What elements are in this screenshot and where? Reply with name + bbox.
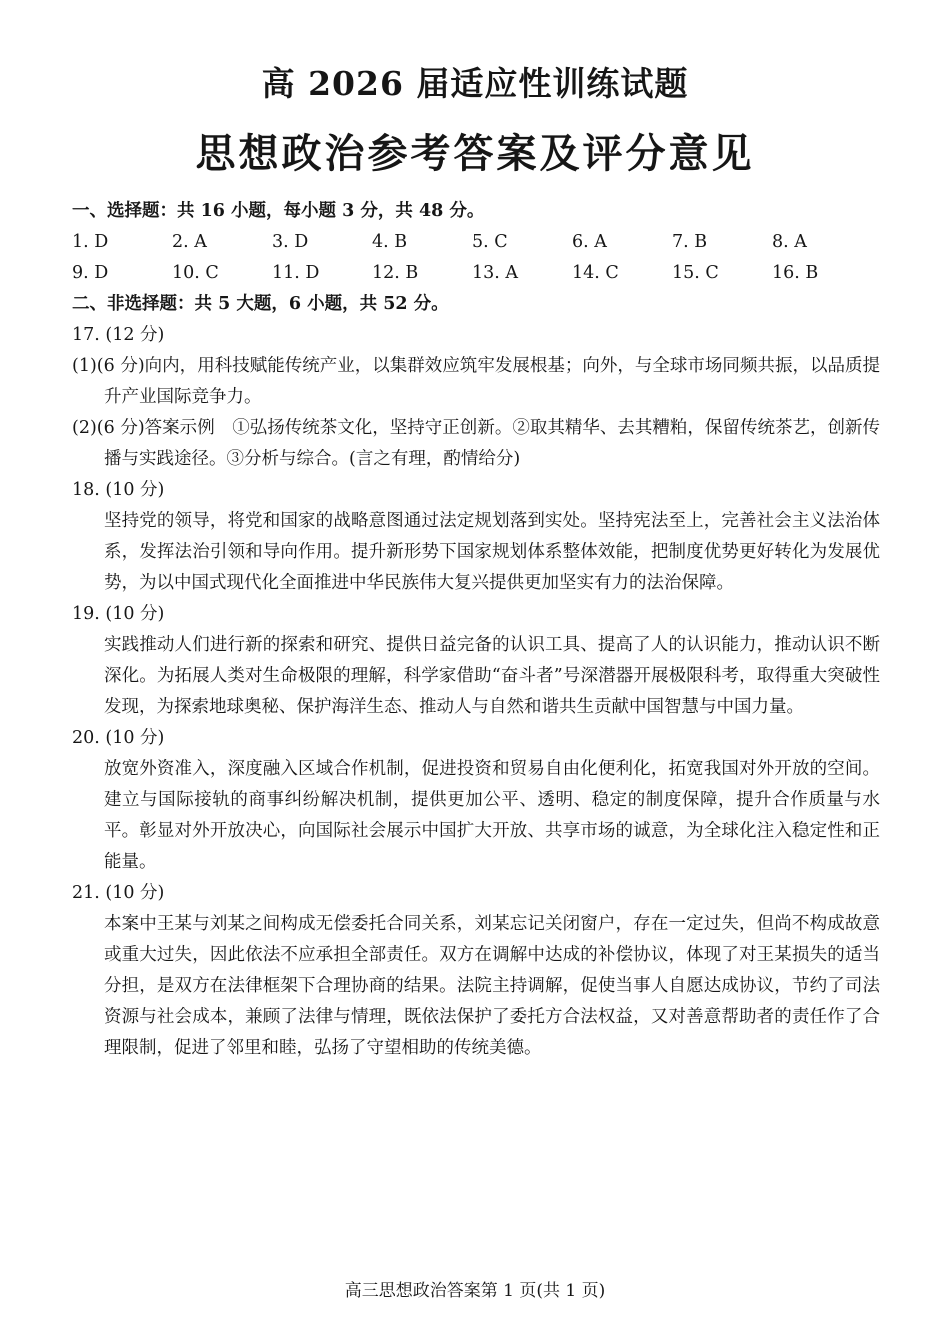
- question-20-answer: 放宽外资准入，深度融入区域合作机制，促进投资和贸易自由化便利化，拓宽我国对外开放的空间。建立与国际接轨的商事纠纷解决机制，提供更加公平、透明、稳定的制度保障，提升合作质量与水平。彰显对外开放决心，向国际社会展示中国扩大开放、共享市场的诚意，为全球化注入稳定性和正能量。: [104, 759, 880, 872]
- mcq-answer-row-2: [72, 258, 880, 289]
- mcq-answer-5: 5. C: [472, 232, 508, 252]
- mcq-answer-1: 1. D: [72, 232, 109, 252]
- exam-title: 高 2026 届适应性训练试题: [261, 64, 689, 103]
- mcq-answer-8: 8. A: [772, 232, 807, 252]
- mcq-answer-13: 13. A: [472, 263, 519, 283]
- page-footer: 高三思想政治答案第 1 页(共 1 页): [344, 1281, 606, 1301]
- section-2-heading: 二、非选择题：共 5 大题，6 小题，共 52 分。: [72, 294, 449, 314]
- mcq-answer-15: 15. C: [672, 263, 719, 283]
- section-1-heading: 一、选择题：共 16 小题，每小题 3 分，共 48 分。: [72, 201, 485, 221]
- question-18-heading: 18. (10 分): [72, 480, 165, 500]
- question-18-answer: 坚持党的领导，将党和国家的战略意图通过法定规划落到实处。坚持宪法至上，完善社会主义法治体系，发挥法治引领和导向作用。提升新形势下国家规划体系整体效能，把制度优势更好转化为发展优势，为以中国式现代化全面推进中华民族伟大复兴提供更加坚实有力的法治保障。: [104, 511, 880, 593]
- mcq-answer-12: 12. B: [372, 263, 419, 283]
- question-21-answer: 本案中王某与刘某之间构成无偿委托合同关系，刘某忘记关闭窗户，存在一定过失，但尚不构成故意或重大过失，因此依法不应承担全部责任。双方在调解中达成的补偿协议，体现了对王某损失的适当分担，是双方在法律框架下合理协商的结果。法院主持调解，促使当事人自愿达成协议，节约了司法资源与社会成本，兼顾了法律与情理，既依法保护了委托方合法权益，又对善意帮助者的责任作了合理限制，促进了邻里和睦，弘扬了守望相助的传统美德。: [104, 914, 880, 1058]
- mcq-answer-10: 10. C: [172, 263, 219, 283]
- question-17-part-2: (2)(6 分)答案示例 ①弘扬传统茶文化，坚持守正创新。②取其精华、去其糟粕，保留传统茶艺，创新传播与实践途径。③分析与综合。(言之有理，酌情给分): [72, 418, 880, 469]
- question-19-heading: 19. (10 分): [72, 604, 165, 624]
- question-17-part-1: (1)(6 分)向内，用科技赋能传统产业，以集群效应筑牢发展根基；向外，与全球市场同频共振，以品质提升产业国际竞争力。: [72, 356, 880, 407]
- mcq-answer-6: 6. A: [572, 232, 607, 252]
- mcq-answer-4: 4. B: [372, 232, 408, 252]
- mcq-answer-16: 16. B: [772, 263, 819, 283]
- answer-key-title: 思想政治参考答案及评分意见: [195, 130, 755, 177]
- mcq-answer-14: 14. C: [572, 263, 619, 283]
- answer-content: [72, 196, 880, 1064]
- mcq-answer-7: 7. B: [672, 232, 708, 252]
- mcq-answer-3: 3. D: [272, 232, 309, 252]
- question-20-heading: 20. (10 分): [72, 728, 165, 748]
- mcq-answer-row-1: [72, 227, 880, 258]
- mcq-answer-11: 11. D: [272, 263, 320, 283]
- mcq-answer-9: 9. D: [72, 263, 109, 283]
- question-21-heading: 21. (10 分): [72, 883, 165, 903]
- question-19-answer: 实践推动人们进行新的探索和研究、提供日益完备的认识工具、提高了人的认识能力，推动认识不断深化。为拓展人类对生命极限的理解，科学家借助“奋斗者”号深潜器开展极限科考，取得重大突破性发现，为探索地球奥秘、保护海洋生态、推动人与自然和谐共生贡献中国智慧与中国力量。: [104, 635, 880, 717]
- question-17-heading: 17. (12 分): [72, 325, 165, 345]
- mcq-answer-2: 2. A: [172, 232, 207, 252]
